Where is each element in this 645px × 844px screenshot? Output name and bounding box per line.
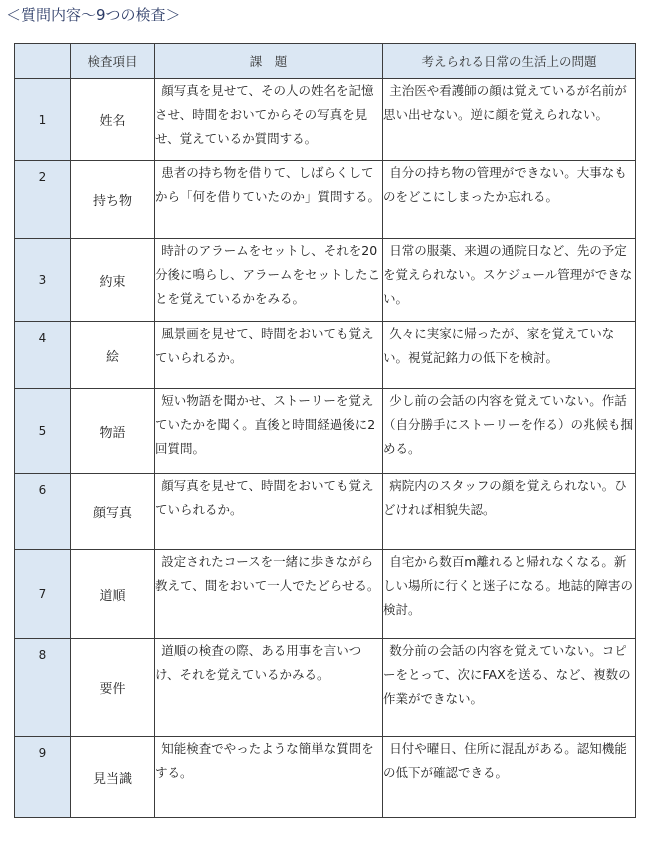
header-number	[15, 44, 71, 79]
row-number: 7	[15, 550, 71, 639]
test-item: 道順	[71, 550, 155, 639]
task-description: 患者の持ち物を借りて、しばらくしてから「何を借りていたのか」質問する。	[155, 161, 383, 239]
table-header-row	[15, 44, 636, 79]
daily-problem: 自宅から数百m離れると帰れなくなる。新しい場所に行くと迷子になる。地誌的障害の検討。	[383, 550, 636, 639]
task-description: 風景画を見せて、時間をおいても覚えていられるか。	[155, 322, 383, 389]
table-row	[15, 79, 636, 161]
daily-problem: 日常の服薬、来週の通院日など、先の予定を覚えられない。スケジュール管理ができない。	[383, 239, 636, 322]
task-description: 顔写真を見せて、その人の姓名を記憶させ、時間をおいてからその写真を見せ、覚えているか質問する。	[155, 79, 383, 161]
task-description: 顔写真を見せて、時間をおいても覚えていられるか。	[155, 474, 383, 550]
row-number: 8	[15, 639, 71, 737]
memory-test-table	[14, 43, 636, 818]
row-number: 6	[15, 474, 71, 550]
test-item: 持ち物	[71, 161, 155, 239]
task-description: 知能検査でやったような簡単な質問をする。	[155, 737, 383, 818]
row-number: 4	[15, 322, 71, 389]
task-description: 時計のアラームをセットし、それを20分後に鳴らし、アラームをセットしたことを覚えているかをみる。	[155, 239, 383, 322]
test-item: 姓名	[71, 79, 155, 161]
daily-problem: 日付や曜日、住所に混乱がある。認知機能の低下が確認できる。	[383, 737, 636, 818]
row-number: 3	[15, 239, 71, 322]
test-item: 要件	[71, 639, 155, 737]
task-description: 短い物語を聞かせ、ストーリーを覚えていたかを聞く。直後と時間経過後に2回質問。	[155, 389, 383, 474]
table-row	[15, 239, 636, 322]
test-item: 約束	[71, 239, 155, 322]
page-title: ＜質問内容～9つの検査＞	[6, 6, 181, 24]
table-row	[15, 322, 636, 389]
test-item: 顔写真	[71, 474, 155, 550]
row-number: 2	[15, 161, 71, 239]
header-task: 課 題	[155, 44, 383, 79]
table-row	[15, 389, 636, 474]
header-test-item: 検査項目	[71, 44, 155, 79]
table-row	[15, 161, 636, 239]
header-daily-problem: 考えられる日常の生活上の問題	[383, 44, 636, 79]
daily-problem: 久々に実家に帰ったが、家を覚えていない。視覚記銘力の低下を検討。	[383, 322, 636, 389]
task-description: 道順の検査の際、ある用事を言いつけ、それを覚えているかみる。	[155, 639, 383, 737]
table-row	[15, 639, 636, 737]
table-row	[15, 474, 636, 550]
row-number: 5	[15, 389, 71, 474]
row-number: 9	[15, 737, 71, 818]
daily-problem: 自分の持ち物の管理ができない。大事なものをどこにしまったか忘れる。	[383, 161, 636, 239]
daily-problem: 主治医や看護師の顔は覚えているが名前が思い出せない。逆に顔を覚えられない。	[383, 79, 636, 161]
daily-problem: 数分前の会話の内容を覚えていない。コピーをとって、次にFAXを送る、など、複数の作業ができない。	[383, 639, 636, 737]
table-row	[15, 550, 636, 639]
table-row	[15, 737, 636, 818]
task-description: 設定されたコースを一緒に歩きながら教えて、間をおいて一人でたどらせる。	[155, 550, 383, 639]
test-item: 見当識	[71, 737, 155, 818]
test-item: 物語	[71, 389, 155, 474]
test-item: 絵	[71, 322, 155, 389]
daily-problem: 少し前の会話の内容を覚えていない。作話（自分勝手にストーリーを作る）の兆候も掴める。	[383, 389, 636, 474]
row-number: 1	[15, 79, 71, 161]
daily-problem: 病院内のスタッフの顔を覚えられない。ひどければ相貌失認。	[383, 474, 636, 550]
